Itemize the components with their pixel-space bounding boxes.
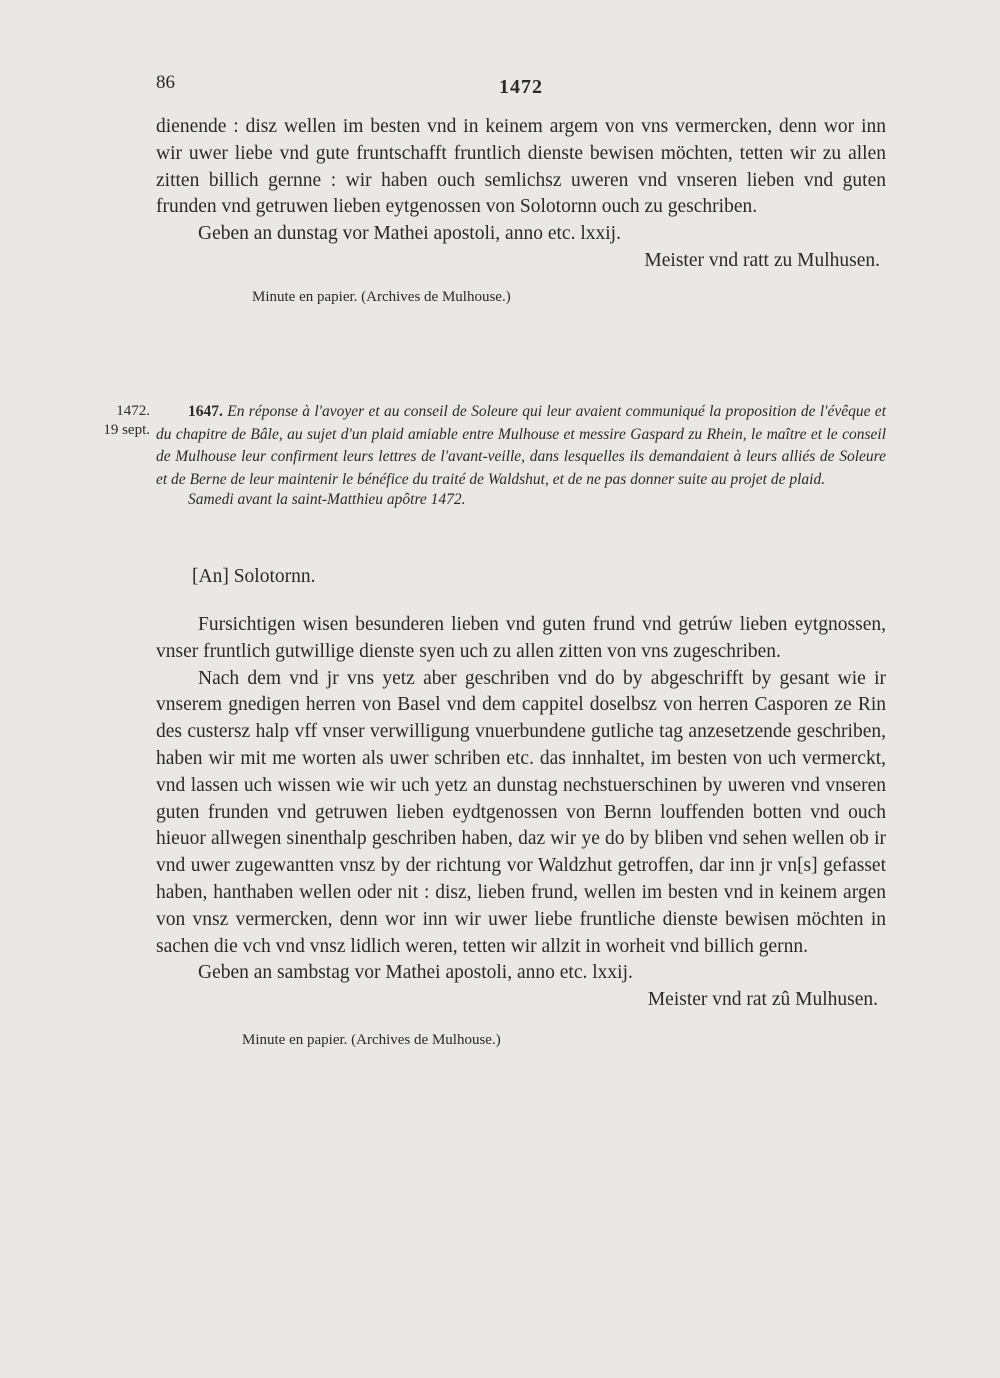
page-header [156, 72, 886, 102]
entry-date-line: Samedi avant la saint-Matthieu apôtre 1472. [188, 491, 466, 509]
entry-letter [156, 566, 886, 1049]
prev-letter-source-note: Minute en papier. (Archives de Mulhouse.) [252, 288, 511, 305]
margin-day-month: 19 sept. [103, 422, 150, 438]
entry-regest [156, 401, 886, 491]
letter-source-note: Minute en papier. (Archives de Mulhouse.) [242, 1031, 501, 1048]
letter-main-paragraph: Nach dem vnd jr vns yetz aber geschriben vnd do by abgeschrifft by gesant wie ir vnserem gnedigen herren von Basel vnd dem cappitel doselbsz von herren Casporen ze Rin des custersz halp vff vnser verwilligung vnuerbundene gutliche tag anzesetzende geschriben, haben wir mit me worten als uwer schriben etc. das innhaltet, im besten von uch vermerckt, vnd lassen uch wissen wie wir uch yetz an dunstag nechstuerschinen by uweren vnd vnseren guten frunden vnd getruwen lieben eydtgenossen von Bernn louffenden botten vnd ouch hieuor allwegen sinenthalp geschriben haben, daz wir ye do by bliben vnd sehen wellen ob ir vnd uwer zugewantten vnsz by der richtung vor Waldzhut getroffen, dar inn jr vn[s] gefasset haben, hanthaben wellen oder nit : disz, lieben frund, wellen im besten vnd in keinem argen von vnsz vermercken, denn wor inn wir uwer liebe fruntliche dienste bewisen möchten in sachen die vch vnd vnsz lidlich weren, tetten wir allzit in worheit vnd billich gernn. [156, 667, 886, 957]
entry-number: 1647. [188, 403, 223, 420]
margin-date-note [80, 402, 150, 440]
prev-letter-signature: Meister vnd ratt zu Mulhusen. [644, 249, 880, 271]
margin-year: 1472. [116, 403, 150, 419]
entry-1647 [156, 401, 886, 509]
running-head-year: 1472 [499, 76, 543, 98]
page-number: 86 [156, 72, 175, 93]
letter-address: [An] Solotornn. [192, 566, 316, 587]
letter-signature: Meister vnd rat zû Mulhusen. [647, 989, 878, 1011]
previous-letter [156, 114, 886, 306]
letter-salutation-paragraph: Fursichtigen wisen besunderen lieben vnd guten frund vnd getrúw lieben eytgnossen, vnser fruntlich gutwillige dienste syen uch zu allen zitten von vns zugeschriben. [156, 614, 886, 662]
prev-letter-paragraph-1: dienende : disz wellen im besten vnd in keinem argem von vns vermercken, denn wor inn wir uwer liebe vnd gute fruntschafft fruntlich dienste bewisen möchten, tetten wir zu allen zitten billich gernne : wir haben ouch semlichsz uweren vnd vnseren lieben vnd guten frunden vnd getruwen lieben eytgenossen von Solotornn ouch zu geschriben. [156, 116, 886, 218]
letter-date-clause: Geben an sambstag vor Mathei apostoli, anno etc. lxxij. [198, 962, 633, 984]
prev-letter-date-clause: Geben an dunstag vor Mathei apostoli, anno etc. lxxij. [198, 223, 621, 245]
entry-regest-text: En réponse à l'avoyer et au conseil de Soleure qui leur avaient communiqué la proposition de l'évêque et du chapitre de Bâle, au sujet d'un plaid amiable entre Mulhouse et messire Gaspard zu Rhein, le maître et le conseil de Mulhouse leur confirment leurs lettres de l'avant-veille, dans lesquelles ils demandaient à leurs alliés de Soleure et de Berne de leur maintenir le bénéfice du traité de Waldshut, et de ne pas donner suite au projet de plaid. [156, 403, 886, 488]
